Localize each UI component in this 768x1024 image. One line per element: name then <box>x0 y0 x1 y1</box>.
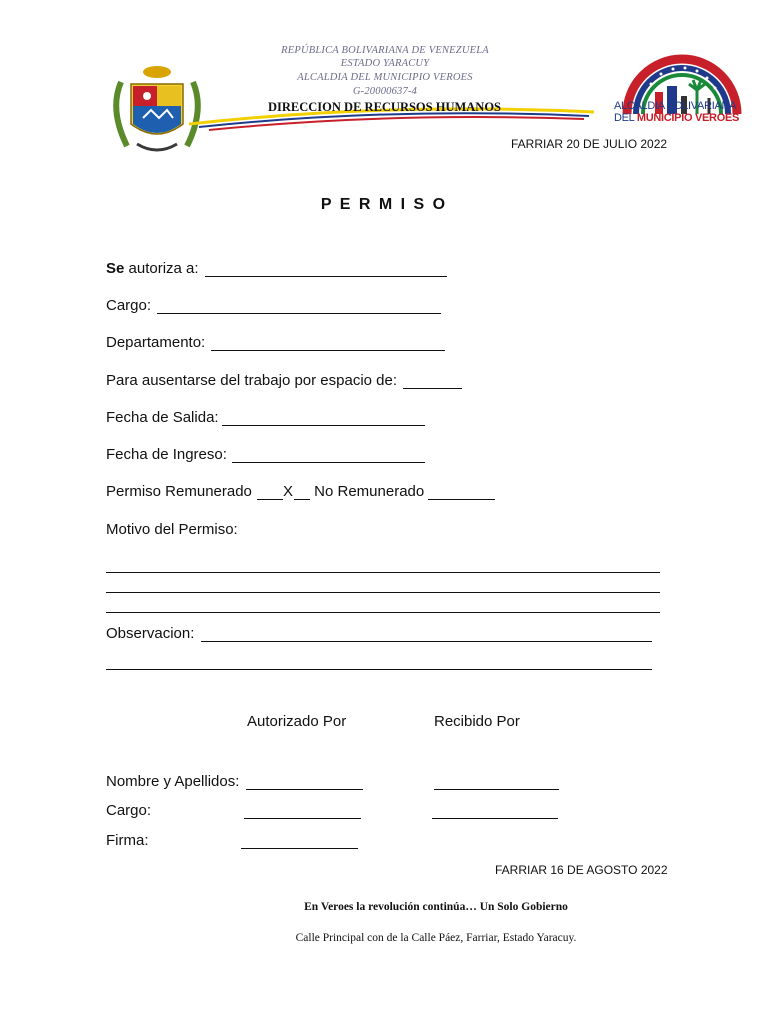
alcaldia-logo-line2-name: MUNICIPIO VEROES <box>636 112 740 124</box>
signature-name-label: Nombre y Apellidos: <box>106 773 244 790</box>
blank-name-authorized[interactable] <box>246 789 363 790</box>
field-observacion: Observacion: <box>106 625 199 642</box>
blank-observacion-2[interactable] <box>106 669 652 670</box>
blank-departamento[interactable] <box>211 350 445 351</box>
field-autoriza-label: autoriza a: <box>124 260 203 277</box>
received-by-label: Recibido Por <box>434 713 520 730</box>
field-fecha-salida: Fecha de Salida: <box>106 409 223 426</box>
alcaldia-logo-line1: ALCALDIA BOLIVARIANA <box>614 100 737 112</box>
alcaldia-logo-line2-prefix: DEL <box>614 112 635 124</box>
blank-motivo-3[interactable] <box>106 612 660 613</box>
blank-firma-authorized[interactable] <box>241 848 358 849</box>
header-line-rif: G-20000637-4 <box>352 86 418 97</box>
header-line-state: ESTADO YARACUY <box>340 58 430 69</box>
blank-remunerado-right[interactable] <box>294 499 310 500</box>
field-autoriza-bold: Se <box>106 260 125 277</box>
field-departamento: Departamento: <box>106 334 210 351</box>
field-motivo: Motivo del Permiso: <box>106 521 238 538</box>
blank-ausentarse[interactable] <box>403 388 462 389</box>
blank-motivo-1[interactable] <box>106 572 660 573</box>
blank-cargo-received[interactable] <box>432 818 558 819</box>
blank-fecha-ingreso[interactable] <box>232 462 425 463</box>
blank-observacion-1[interactable] <box>201 641 652 642</box>
remunerado-mark: X <box>283 483 294 500</box>
footer-address: Calle Principal con de la Calle Páez, Farriar, Estado Yaracuy. <box>295 932 577 944</box>
blank-no-remunerado[interactable] <box>428 499 495 500</box>
bottom-date: FARRIAR 16 DE AGOSTO 2022 <box>495 863 668 877</box>
footer-slogan: En Veroes la revolución continúa… Un Solo Gobierno <box>304 901 568 913</box>
signature-cargo-label: Cargo: <box>106 802 152 819</box>
blank-autoriza[interactable] <box>205 276 447 277</box>
blank-name-received[interactable] <box>434 789 559 790</box>
header-line-republic: REPÚBLICA BOLIVARIANA DE VENEZUELA <box>281 45 489 56</box>
blank-remunerado-left[interactable] <box>257 499 283 500</box>
field-no-remunerado: No Remunerado <box>310 483 429 500</box>
blank-fecha-salida[interactable] <box>222 425 425 426</box>
blank-cargo-authorized[interactable] <box>244 818 361 819</box>
signature-firma-label: Firma: <box>106 832 149 849</box>
authorized-by-label: Autorizado Por <box>247 713 347 730</box>
field-autoriza <box>106 260 203 277</box>
blank-motivo-2[interactable] <box>106 592 660 593</box>
blank-cargo[interactable] <box>157 313 441 314</box>
department-title: DIRECCION DE RECURSOS HUMANOS <box>268 100 502 114</box>
alcaldia-logo-line2 <box>614 112 739 124</box>
field-fecha-ingreso: Fecha de Ingreso: <box>106 446 232 463</box>
header-line-municipality: ALCALDIA DEL MUNICIPIO VEROES <box>297 72 473 83</box>
field-cargo: Cargo: <box>106 297 156 314</box>
field-permiso-remunerado: Permiso Remunerado <box>106 483 257 500</box>
top-date: FARRIAR 20 DE JULIO 2022 <box>511 137 668 151</box>
field-ausentarse: Para ausentarse del trabajo por espacio de: <box>106 372 402 389</box>
document-title: P E R M I S O <box>320 196 448 213</box>
alcaldia-logo <box>612 28 740 126</box>
